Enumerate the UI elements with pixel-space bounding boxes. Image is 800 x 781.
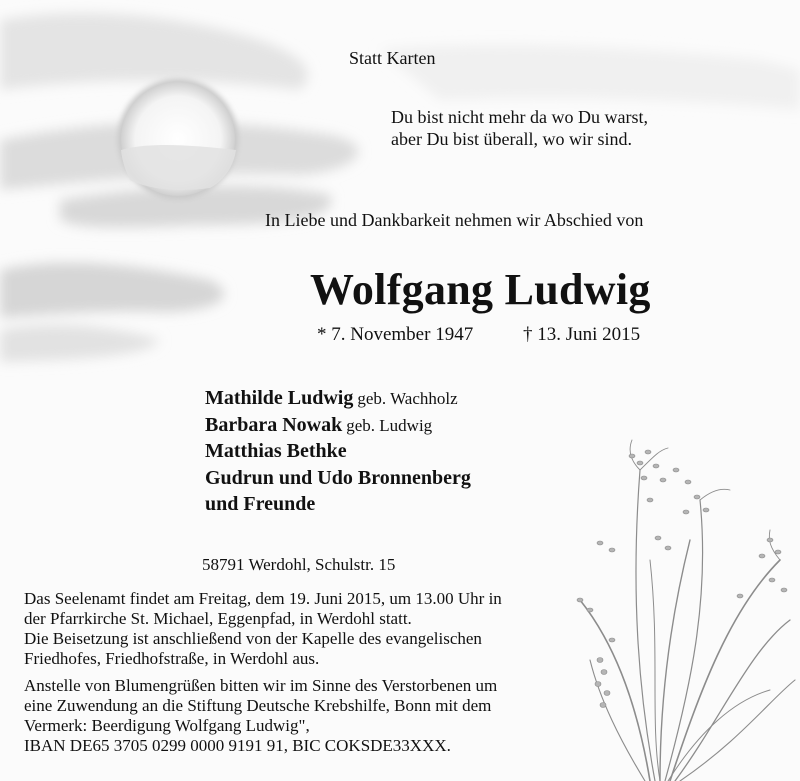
donation-line: eine Zuwendung an die Stiftung Deutsche Krebshilfe, Bonn mit dem [24, 696, 492, 715]
mourner [205, 413, 471, 440]
mourner [205, 466, 471, 493]
mourner-name: und Freunde [205, 493, 316, 515]
mourners-list [205, 386, 471, 519]
mourner [205, 439, 471, 466]
donation-line: Vermerk: Beerdigung Wolfgang Ludwig", [24, 716, 310, 735]
service-line: der Pfarrkirche St. Michael, Eggenpfad, in Werdohl statt. [24, 609, 412, 628]
mourner-name: Barbara Nowak [205, 413, 343, 436]
mourner-maiden-name: geb. Ludwig [346, 415, 433, 435]
verse [391, 106, 648, 150]
mourner-name: Gudrun und Udo Bronnenberg [205, 466, 471, 489]
address: 58791 Werdohl, Schulstr. 15 [202, 555, 396, 574]
birth-date: * 7. November 1947 [317, 324, 474, 345]
verse-line: Du bist nicht mehr da wo Du warst, [391, 107, 648, 127]
service-line: Friedhofes, Friedhofstraße, in Werdohl aus. [24, 649, 320, 668]
donation-info [24, 676, 497, 756]
mourner-name: Matthias Bethke [205, 440, 347, 462]
intro-line: In Liebe und Dankbarkeit nehmen wir Abschied von [265, 210, 644, 230]
service-line: Die Beisetzung ist anschließend von der Kapelle des evangelischen [24, 629, 482, 648]
deceased-name: Wolfgang Ludwig [310, 265, 651, 314]
mourner [205, 386, 471, 413]
service-line: Das Seelenamt findet am Freitag, dem 19. Juni 2015, um 13.00 Uhr in [24, 589, 502, 608]
mourner-maiden-name: geb. Wachholz [357, 389, 458, 408]
death-date: † 13. Juni 2015 [523, 324, 641, 345]
mourner-name: Mathilde Ludwig [205, 387, 354, 409]
verse-line: aber Du bist überall, wo wir sind. [391, 129, 632, 149]
donation-line: IBAN DE65 3705 0299 0000 9191 91, BIC COKSDE33XXX. [24, 736, 451, 755]
statt-karten: Statt Karten [349, 48, 436, 68]
moon-illustration [118, 79, 238, 199]
service-info [24, 589, 502, 669]
donation-line: Anstelle von Blumengrüßen bitten wir im Sinne des Verstorbenen um [24, 676, 498, 695]
mourner [205, 492, 471, 519]
